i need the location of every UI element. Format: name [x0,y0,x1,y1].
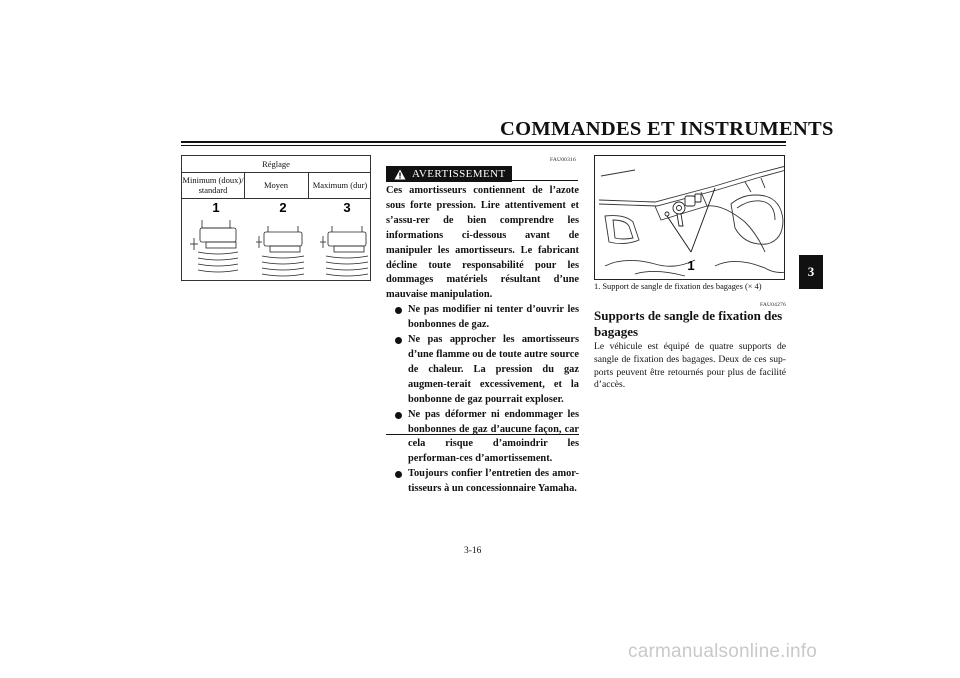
shock-adjuster-illustrations [182,198,372,282]
table-title: Réglage [262,159,290,169]
bullet-icon [395,307,402,314]
adjuster-medium [256,226,304,276]
adjuster-maximum [320,226,368,276]
column-header-minimum [182,175,244,195]
warning-intro: Ces amortisseurs contiennent de l’azote sous forte pression. Lire attentivement et s’assu-rer de bien comprendre les informations ci-dessous avant de manipuler les amortisseurs. Le fabricant décline toute responsabilité pour les dommages matériels résultant d’une mauvaise manipulation. [386,185,579,301]
motorcycle-detail-illustration [595,156,785,280]
figure-caption: 1. Support de sangle de fixation des bagages (× 4) [594,282,762,291]
page-number: 3-16 [464,546,482,556]
bullet-icon [395,412,402,419]
figure-number-1: 1 [212,200,220,215]
column-header-minimum-line1: Minimum (doux)/ [182,175,244,185]
figure-callout-1: 1 [687,258,695,273]
figure-number-2: 2 [279,200,287,215]
warning-badge-label: AVERTISSEMENT [412,168,506,180]
list-item [386,467,579,497]
list-item [386,303,579,333]
list-item-text: Ne pas approcher les amortisseurs d’une flamme ou de toute autre source de chaleur. La pression du gaz augmen-terait excessivement, et la bonbonne de gaz pourrait exploser. [408,334,579,405]
figure-number-3: 3 [343,200,351,215]
warning-text [386,184,579,497]
luggage-strap-holder-figure [594,155,785,280]
bullet-icon [395,337,402,344]
title-rule [181,141,786,143]
warning-rule [512,180,578,181]
section-title: Supports de sangle de fixation des bagages [594,308,783,339]
list-item-text: Ne pas modifier ni tenter d’ouvrir les bonbonnes de gaz. [408,304,579,331]
bullet-icon [395,471,402,478]
warning-bottom-rule [386,434,579,435]
column-header-maximum: Maximum (dur) [312,180,368,190]
list-item-text: Ne pas déformer ni endommager les bonbonnes de gaz d’aucune façon, car cela risque d’amoindrir les performan-ces d’amortissement. [408,408,579,465]
column-header-minimum-line2: standard [198,185,228,195]
list-item [386,333,579,408]
column-header-medium: Moyen [263,180,289,190]
adjuster-minimum [190,220,238,272]
page-title: COMMANDES ET INSTRUMENTS [500,118,834,140]
chapter-tab[interactable]: 3 [799,255,823,289]
warning-badge [386,166,512,182]
list-item [386,408,579,468]
warning-list [386,303,579,497]
section-code: FAU04276 [760,302,786,308]
list-item-text: Toujours confier l’entretien des amor-tisseurs à un concessionnaire Yamaha. [408,468,579,495]
title-rule-thin [181,145,786,146]
section-body: Le véhicule est équipé de quatre supports de sangle de fixation des bagages. Deux de ces sup-ports peuvent être retournés pour plus de facilité d’accès. [594,341,786,391]
warning-code: FAU00316 [550,157,576,163]
watermark: carmanualsonline.info [628,641,818,662]
adjustment-table [181,155,371,281]
warning-triangle-icon [394,169,406,180]
table-divider [182,172,370,173]
